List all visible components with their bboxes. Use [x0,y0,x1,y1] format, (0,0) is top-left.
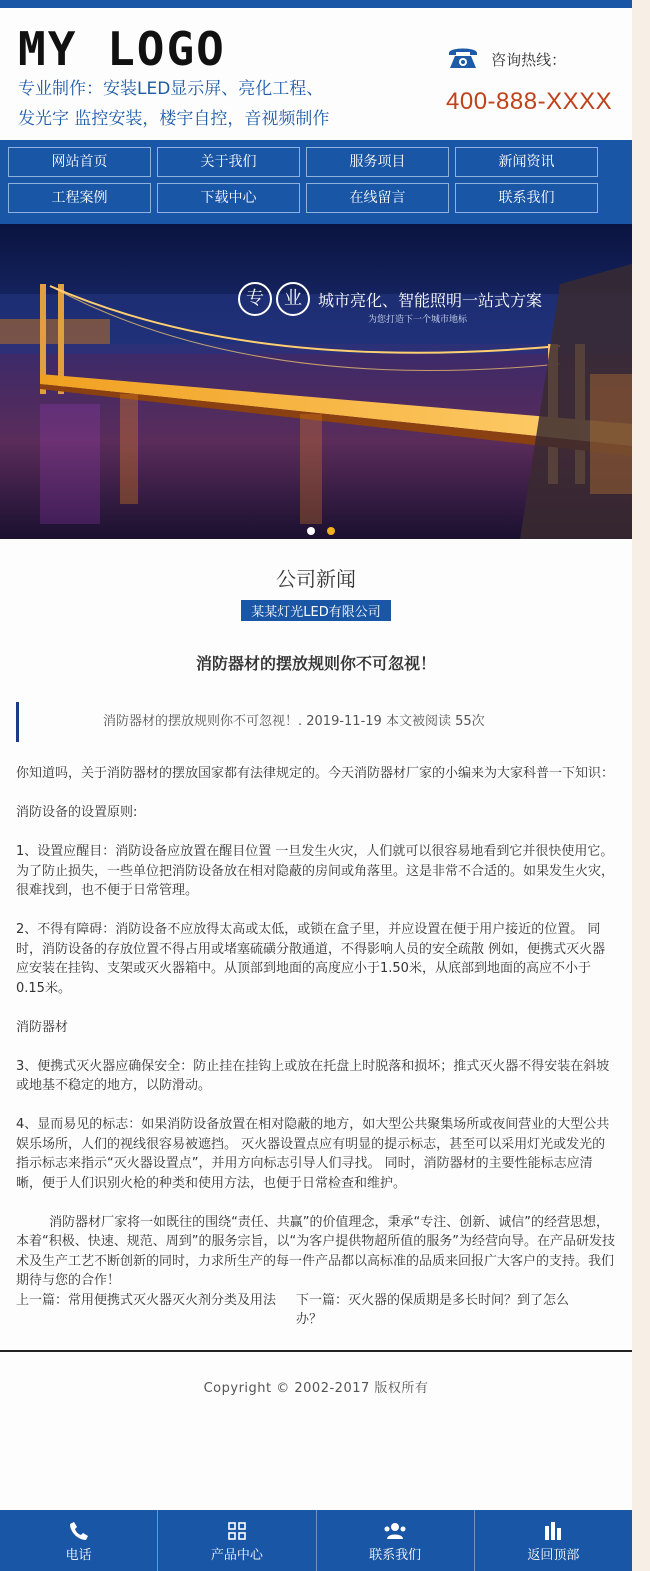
bottom-products-label: 产品中心 [210,1548,263,1563]
prev-article-link[interactable]: 上一篇：常用便携式灭火器灭火剂分类及用法 [16,1292,277,1308]
site-logo[interactable]: MY LOGO [18,22,226,76]
site-header [0,8,632,140]
company-badge: 某某灯光LED有限公司 [241,600,390,621]
phone-icon [446,44,480,74]
top-accent-bar [0,0,632,8]
article-paragraph: 3、便携式灭火器应确保安全：防止挂在挂钩上或放在托盘上时脱落和损坏；推式灭火器不得安装在斜坡或地基不稳定的地方，以防滑动。 [16,1058,610,1093]
nav-item-about[interactable]: 关于我们 [157,147,300,177]
slider-dots [307,520,347,539]
article-paragraph: 4、显而易见的标志：如果消防设备放置在相对隐蔽的地方，如大型公共聚集场所或夜间营业的大型公共娱乐场所，人们的视线很容易被遮挡。 灭火器设置点应有明显的提示标志，甚至可以采用灯光或发光的指示标志来指示“灭火器设置点”，并用方向标志引导人们寻找。 同时，消防器材的主要性能标志应清晰，便于人们识别火枪的种类和使用方法，也便于日常检查和维护。 [16,1117,610,1191]
banner-badge-2: 业 [276,282,310,316]
bottom-contact-button[interactable] [317,1510,475,1571]
nav-item-cases[interactable]: 工程案例 [8,183,151,213]
back-to-top-button[interactable] [475,1510,632,1571]
hotline-label: 咨询热线： [491,50,567,69]
bottom-phone-button[interactable] [0,1510,158,1571]
phone-icon [68,1520,90,1542]
nav-item-services[interactable]: 服务项目 [306,147,449,177]
banner-slider[interactable] [0,224,632,539]
article-paragraph: 1、设置应醒目：消防设备应放置在醒目位置 一旦发生火灾，人们就可以很容易地看到它并很快使用它。 为了防止损失，一些单位把消防设备放在相对隐蔽的房间或角落里。这是非常不合适的。如果发生火灾，很难找到，也不便于日常管理。 [16,844,615,898]
nav-item-downloads[interactable]: 下载中心 [157,183,300,213]
article-paragraph: 2、不得有障碍：消防设备不应放得太高或太低，或锁在盒子里，并应设置在便于用户接近的位置。 同时，消防设备的存放位置不得占用或堵塞硫磺分散通道，不得影响人员的安全疏散 例如，便携式灭火器应安装在挂钩、支架或灭火器箱中。从顶部到地面的高度应小于1.50米，从底部到地面的高应不小于0.15米。 [16,922,606,996]
article-paragraph: 你知道吗，关于消防器材的摆放国家都有法律规定的。今天消防器材厂家的小编来为大家科普一下知识： [16,766,615,781]
hotline-number[interactable]: 400-888-XXXX [446,88,613,115]
copyright: Copyright © 2002-2017 版权所有 [203,1380,429,1396]
banner-badge-1: 专 [238,282,272,316]
bottom-phone-label: 电话 [65,1548,92,1563]
slogan-line-2: 发光字 监控安装，楼宇自控，音视频制作 [18,109,330,129]
users-icon [383,1520,407,1542]
building-icon [542,1520,564,1542]
next-article-link[interactable]: 下一篇：灭火器的保质期是多长时间？到了怎么办？ [296,1292,570,1327]
article-title: 消防器材的摆放规则你不可忽视！ [195,654,436,673]
hotline [446,44,566,74]
article-body [0,764,632,1291]
prev-next-nav [0,1291,632,1330]
back-to-top-label: 返回顶部 [527,1548,580,1563]
nav-item-contact[interactable]: 联系我们 [455,183,598,213]
banner-subtitle: 为您打造下一个城市地标 [368,315,468,325]
grid-icon [226,1520,248,1542]
footer-divider [0,1350,632,1352]
slogan-line-1: 专业制作：安装LED显示屏、亮化工程、 [18,79,324,99]
article-paragraph: 消防器材 [16,1019,69,1035]
slider-dot[interactable] [327,527,335,535]
main-nav [0,140,632,224]
bottom-toolbar [0,1510,632,1571]
bridge-night-illustration [0,224,632,539]
nav-item-news[interactable]: 新闻资讯 [455,147,598,177]
nav-item-message[interactable]: 在线留言 [306,183,449,213]
banner-title: 城市亮化、智能照明一站式方案 [318,290,543,310]
bottom-products-button[interactable] [158,1510,316,1571]
nav-item-home[interactable]: 网站首页 [8,147,151,177]
article-paragraph: 消防设备的设置原则: [16,805,138,820]
article-meta: 消防器材的摆放规则你不可忽视！. 2019-11-19 本文被阅读 55次 [16,702,632,742]
article-paragraph: 消防器材厂家将一如既往的围绕“责任、共赢”的价值理念，秉承“专注、创新、诚信”的经营思想，本着“积极、快速、规范、周到”的服务宗旨，以“为客户提供物超所值的服务”为经营向导。在产品研发技术及生产工艺不断创新的同时，力求所生产的每一件产品都以高标准的品质来回报广大客户的支持。我们期待与您的合作！ [16,1214,615,1288]
slogan [18,74,329,134]
section-title: 公司新闻 [276,567,356,591]
slider-dot-active[interactable] [307,527,315,535]
bottom-contact-label: 联系我们 [369,1548,422,1563]
